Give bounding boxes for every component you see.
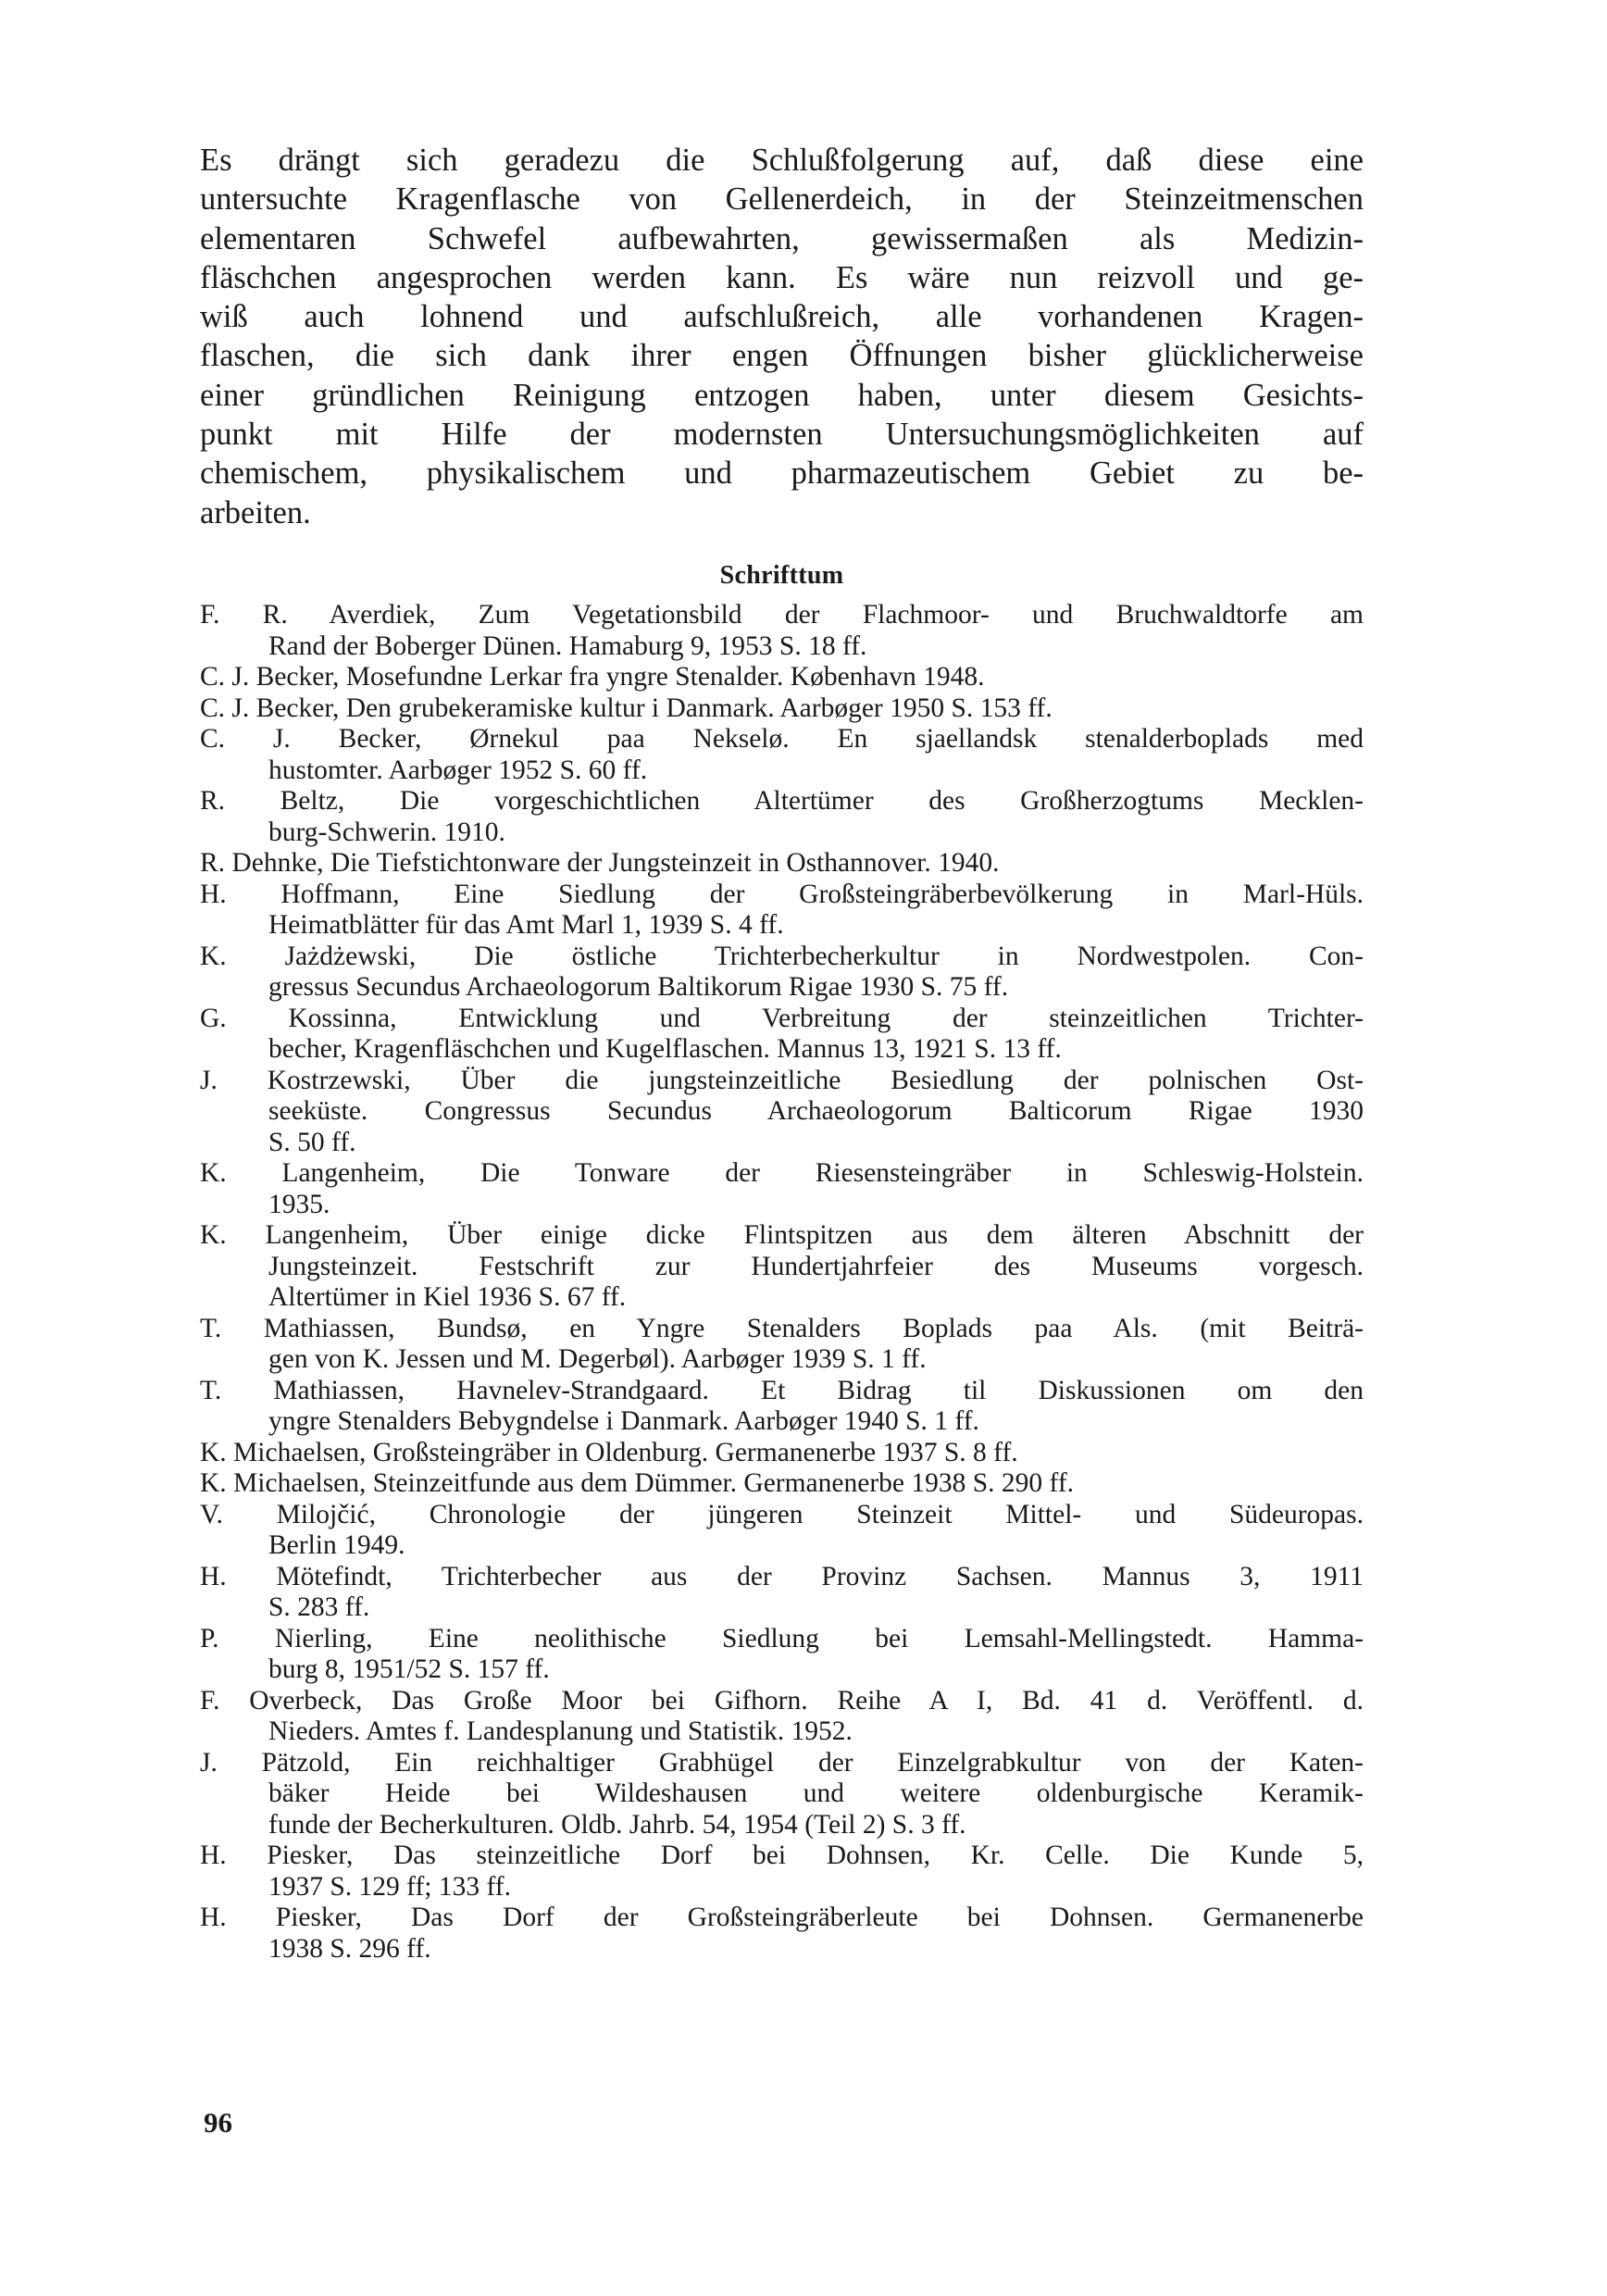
reference-entry [200, 1686, 1364, 1748]
reference-entry [200, 1220, 1364, 1314]
body-line: fläschchen angesprochen werden kann. Es wäre nun reizvoll und ge- [200, 259, 1364, 295]
reference-line: Rand der Boberger Dünen. Hamaburg 9, 1953 S. 18 ff. [268, 630, 867, 661]
body-line: einer gründlichen Reinigung entzogen haben, unter diesem Gesichts- [200, 377, 1364, 413]
reference-entry [200, 1748, 1364, 1841]
body-paragraph [200, 141, 1364, 532]
reference-entry [200, 1841, 1364, 1903]
reference-entry [200, 880, 1364, 942]
reference-entry [200, 1903, 1364, 1965]
reference-entry [200, 1624, 1364, 1686]
reference-line: S. 283 ff. [268, 1592, 370, 1622]
reference-line: V. Milojčić, Chronologie der jüngeren Steinzeit Mittel- und Südeuropas. [200, 1499, 1364, 1529]
reference-line: C. J. Becker, Den grubekeramiske kultur i Danmark. Aarbøger 1950 S. 153 ff. [200, 693, 1053, 723]
reference-line: H. Hoffmann, Eine Siedlung der Großsteingräberbevölkerung in Marl-Hüls. [200, 879, 1364, 909]
reference-line: Nieders. Amtes f. Landesplanung und Statistik. 1952. [268, 1716, 853, 1746]
reference-line: 1935. [268, 1189, 330, 1219]
reference-line: H. Mötefindt, Trichterbecher aus der Provinz Sachsen. Mannus 3, 1911 [200, 1561, 1364, 1591]
reference-entry [200, 1438, 1364, 1469]
reference-line: Altertümer in Kiel 1936 S. 67 ff. [268, 1282, 627, 1312]
reference-line: T. Mathiassen, Bundsø, en Yngre Stenalders Boplads paa Als. (mit Beiträ- [200, 1313, 1364, 1343]
page-number: 96 [204, 2106, 232, 2139]
reference-list [200, 600, 1364, 1965]
reference-entry [200, 600, 1364, 662]
reference-line: S. 50 ff. [268, 1127, 356, 1157]
reference-line: R. Beltz, Die vorgeschichtlichen Altertümer des Großherzogtums Mecklen- [200, 786, 1364, 816]
reference-entry [200, 1468, 1364, 1500]
reference-line: 1938 S. 296 ff. [268, 1933, 431, 1964]
reference-line: gen von K. Jessen und M. Degerbøl). Aarbøger 1939 S. 1 ff. [268, 1344, 927, 1374]
reference-line: funde der Becherkulturen. Oldb. Jahrb. 54, 1954 (Teil 2) S. 3 ff. [268, 1809, 966, 1840]
reference-entry [200, 1562, 1364, 1624]
body-line: arbeiten. [200, 494, 311, 530]
reference-line: hustomter. Aarbøger 1952 S. 60 ff. [268, 755, 648, 785]
reference-line: R. Dehnke, Die Tiefstichtonware der Jungsteinzeit in Osthannover. 1940. [200, 848, 1000, 878]
reference-entry [200, 1314, 1364, 1376]
reference-line: bäker Heide bei Wildeshausen und weitere oldenburgische Keramik- [268, 1778, 1364, 1808]
reference-line: C. J. Becker, Mosefundne Lerkar fra yngre Stenalder. København 1948. [200, 662, 985, 692]
reference-entry [200, 724, 1364, 786]
reference-line: P. Nierling, Eine neolithische Siedlung bei Lemsahl-Mellingstedt. Hamma- [200, 1623, 1364, 1653]
reference-line: C. J. Becker, Ørnekul paa Nekselø. En sjaellandsk stenalderboplads med [200, 724, 1364, 754]
reference-line: 1937 S. 129 ff; 133 ff. [268, 1871, 511, 1902]
reference-entry [200, 693, 1364, 725]
reference-line: K. Michaelsen, Steinzeitfunde aus dem Dümmer. Germanenerbe 1938 S. 290 ff. [200, 1468, 1075, 1498]
reference-entry [200, 1500, 1364, 1562]
reference-line: becher, Kragenfläschchen und Kugelflaschen. Mannus 13, 1921 S. 13 ff. [268, 1034, 1062, 1064]
reference-entry [200, 1066, 1364, 1159]
reference-line: burg 8, 1951/52 S. 157 ff. [268, 1654, 550, 1684]
section-heading: Schrifttum [719, 561, 844, 590]
body-line: untersuchte Kragenflasche von Gellenerdeich, in der Steinzeitmenschen [200, 181, 1364, 218]
reference-line: G. Kossinna, Entwicklung und Verbreitung der steinzeitlichen Trichter- [200, 1003, 1364, 1033]
reference-line: seeküste. Congressus Secundus Archaeologorum Balticorum Rigae 1930 [268, 1096, 1364, 1126]
reference-line: F. R. Averdiek, Zum Vegetationsbild der Flachmoor- und Bruchwaldtorfe am [200, 600, 1364, 630]
reference-line: yngre Stenalders Bebygndelse i Danmark. Aarbøger 1940 S. 1 ff. [268, 1406, 979, 1436]
reference-line: Heimatblätter für das Amt Marl 1, 1939 S. 4 ff. [268, 910, 784, 940]
reference-line: H. Piesker, Das Dorf der Großsteingräberleute bei Dohnsen. Germanenerbe [200, 1903, 1364, 1932]
body-line: flaschen, die sich dank ihrer engen Öffnungen bisher glücklicherweise [200, 338, 1364, 374]
reference-entry [200, 1158, 1364, 1220]
reference-line: K. Michaelsen, Großsteingräber in Oldenburg. Germanenerbe 1937 S. 8 ff. [200, 1437, 1018, 1467]
reference-line: T. Mathiassen, Havnelev-Strandgaard. Et Bidrag til Diskussionen om den [200, 1375, 1364, 1405]
reference-line: F. Overbeck, Das Große Moor bei Gifhorn. Reihe A I, Bd. 41 d. Veröffentl. d. [200, 1685, 1364, 1716]
reference-line: Berlin 1949. [268, 1530, 405, 1560]
body-line: elementaren Schwefel aufbewahrten, gewissermaßen als Medizin- [200, 220, 1364, 256]
reference-line: K. Langenheim, Die Tonware der Riesensteingräber in Schleswig-Holstein. [200, 1158, 1364, 1188]
reference-line: J. Kostrzewski, Über die jungsteinzeitliche Besiedlung der polnischen Ost- [200, 1065, 1364, 1095]
reference-line: burg-Schwerin. 1910. [268, 817, 505, 847]
reference-entry [200, 662, 1364, 693]
reference-entry [200, 1004, 1364, 1066]
reference-line: gressus Secundus Archaeologorum Baltikorum Rigae 1930 S. 75 ff. [268, 972, 1009, 1002]
reference-entry [200, 942, 1364, 1004]
reference-line: H. Piesker, Das steinzeitliche Dorf bei Dohnsen, Kr. Celle. Die Kunde 5, [200, 1841, 1364, 1870]
body-line: chemischem, physikalischem und pharmazeutischem Gebiet zu be- [200, 455, 1364, 492]
reference-line: K. Jażdżewski, Die östliche Trichterbecherkultur in Nordwestpolen. Con- [200, 941, 1364, 971]
body-line: punkt mit Hilfe der modernsten Untersuchungsmöglichkeiten auf [200, 417, 1364, 453]
reference-entry [200, 848, 1364, 880]
reference-entry [200, 786, 1364, 848]
reference-line: J. Pätzold, Ein reichhaltiger Grabhügel der Einzelgrabkultur von der Katen- [200, 1747, 1364, 1778]
reference-entry [200, 1376, 1364, 1438]
body-line: Es drängt sich geradezu die Schlußfolgerung auf, daß diese eine [200, 143, 1364, 178]
reference-line: Jungsteinzeit. Festschrift zur Hundertjahrfeier des Museums vorgesch. [268, 1251, 1364, 1281]
reference-line: K. Langenheim, Über einige dicke Flintspitzen aus dem älteren Abschnitt der [200, 1220, 1364, 1250]
body-line: wiß auch lohnend und aufschlußreich, alle vorhandenen Kragen- [200, 299, 1364, 335]
